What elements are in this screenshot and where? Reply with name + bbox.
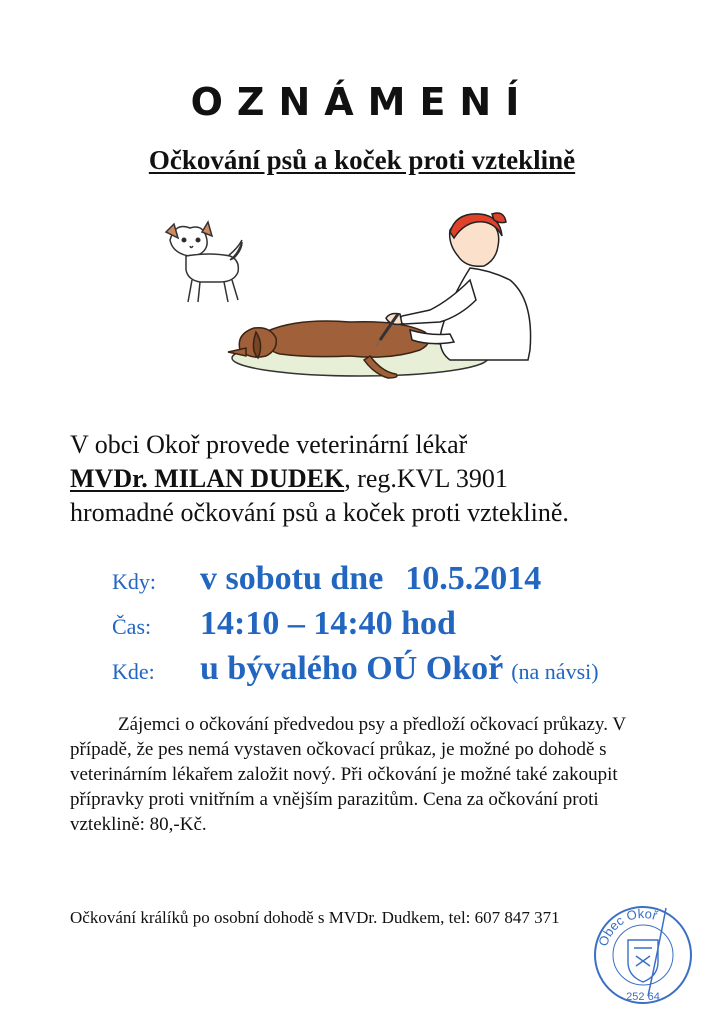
intro-line-2	[70, 462, 670, 496]
small-dog-icon	[166, 222, 242, 302]
municipal-stamp	[588, 900, 698, 1010]
vaccination-illustration	[150, 210, 570, 400]
when-label: Kdy:	[112, 569, 156, 594]
where-label: Kde:	[112, 659, 155, 684]
when-day: v sobotu dne	[200, 560, 384, 597]
doctor-name: MVDr. MILAN DUDEK	[70, 464, 345, 493]
where-value: u bývalého OÚ Okoř	[200, 650, 504, 687]
when-date: 10.5.2014	[405, 560, 542, 597]
page-subtitle: Očkování psů a koček proti vzteklině	[148, 145, 576, 175]
time-row	[112, 605, 672, 650]
where-note: (na návsi)	[511, 659, 599, 684]
when-row	[112, 560, 672, 605]
intro-paragraph	[70, 428, 670, 530]
intro-line-3: hromadné očkování psů a koček proti vzteklině.	[70, 498, 569, 527]
when-value	[200, 560, 541, 598]
where-row	[112, 650, 672, 695]
footer-contact: Očkování králíků po osobní dohodě s MVDr. Dudkem, tel: 607 847 371	[70, 908, 560, 927]
intro-line-1: V obci Okoř provede veterinární lékař	[70, 430, 468, 459]
event-details	[112, 560, 672, 695]
time-label: Čas:	[112, 614, 152, 639]
time-value: 14:10 – 14:40 hod	[200, 605, 456, 642]
page-title: OZNÁMENÍ	[190, 80, 534, 124]
stamp-number: 252 64	[626, 991, 660, 1003]
doctor-registration: , reg.KVL 3901	[344, 464, 508, 493]
body-paragraph: Zájemci o očkování předvedou psy a předloží očkovací průkazy. V případě, že pes nemá vystaven očkovací průkaz, je možné po dohodě s veterinárním lékařem založit nový. Při očkování je možné také zakoupit přípravky proti vnitřním a vnějším parazitům. Cena za očkování proti vzteklině: 80,-Kč.	[70, 714, 626, 835]
stamp-text: Obec Okoř	[595, 905, 660, 948]
coat-of-arms-icon	[628, 940, 658, 982]
